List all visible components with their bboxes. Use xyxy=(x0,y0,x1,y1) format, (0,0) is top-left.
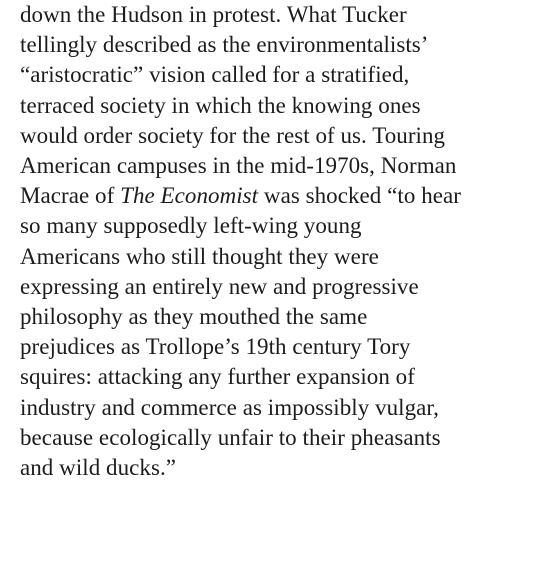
text-line-16: and wild ducks.” xyxy=(20,455,177,481)
text-line-11: philosophy as they mouthed the same xyxy=(20,304,368,330)
text-line-1: down the Hudson in protest. What Tucker xyxy=(20,2,407,27)
text-line-12: prejudices as Trollope’s 19th century Tory xyxy=(20,334,411,360)
text-line-6: American campuses in the mid-1970s, Norman xyxy=(20,153,457,179)
text-line-10: expressing an entirely new and progressive xyxy=(20,273,419,299)
book-excerpt-paragraph xyxy=(20,0,535,483)
text-line-13: squires: attacking any further expansion of xyxy=(20,364,415,390)
text-line-8: so many supposedly left-wing young xyxy=(20,213,362,239)
text-line-7 xyxy=(20,181,535,211)
text-line-2: tellingly described as the environmentalists’ xyxy=(20,32,429,58)
text-line-15: because ecologically unfair to their pheasants xyxy=(20,424,441,450)
text-line-9: Americans who still thought they were xyxy=(20,243,379,269)
text-line-5: would order society for the rest of us. Touring xyxy=(20,122,446,148)
text-line-7-start: Macrae of xyxy=(20,183,121,209)
text-line-7-end: was shocked “to hear xyxy=(258,183,461,209)
text-line-4: terraced society in which the knowing ones xyxy=(20,92,421,118)
publication-title: The Economist xyxy=(120,183,259,209)
text-line-3: “aristocratic” vision called for a stratified, xyxy=(20,62,410,88)
text-line-14: industry and commerce as impossibly vulgar, xyxy=(20,394,439,420)
